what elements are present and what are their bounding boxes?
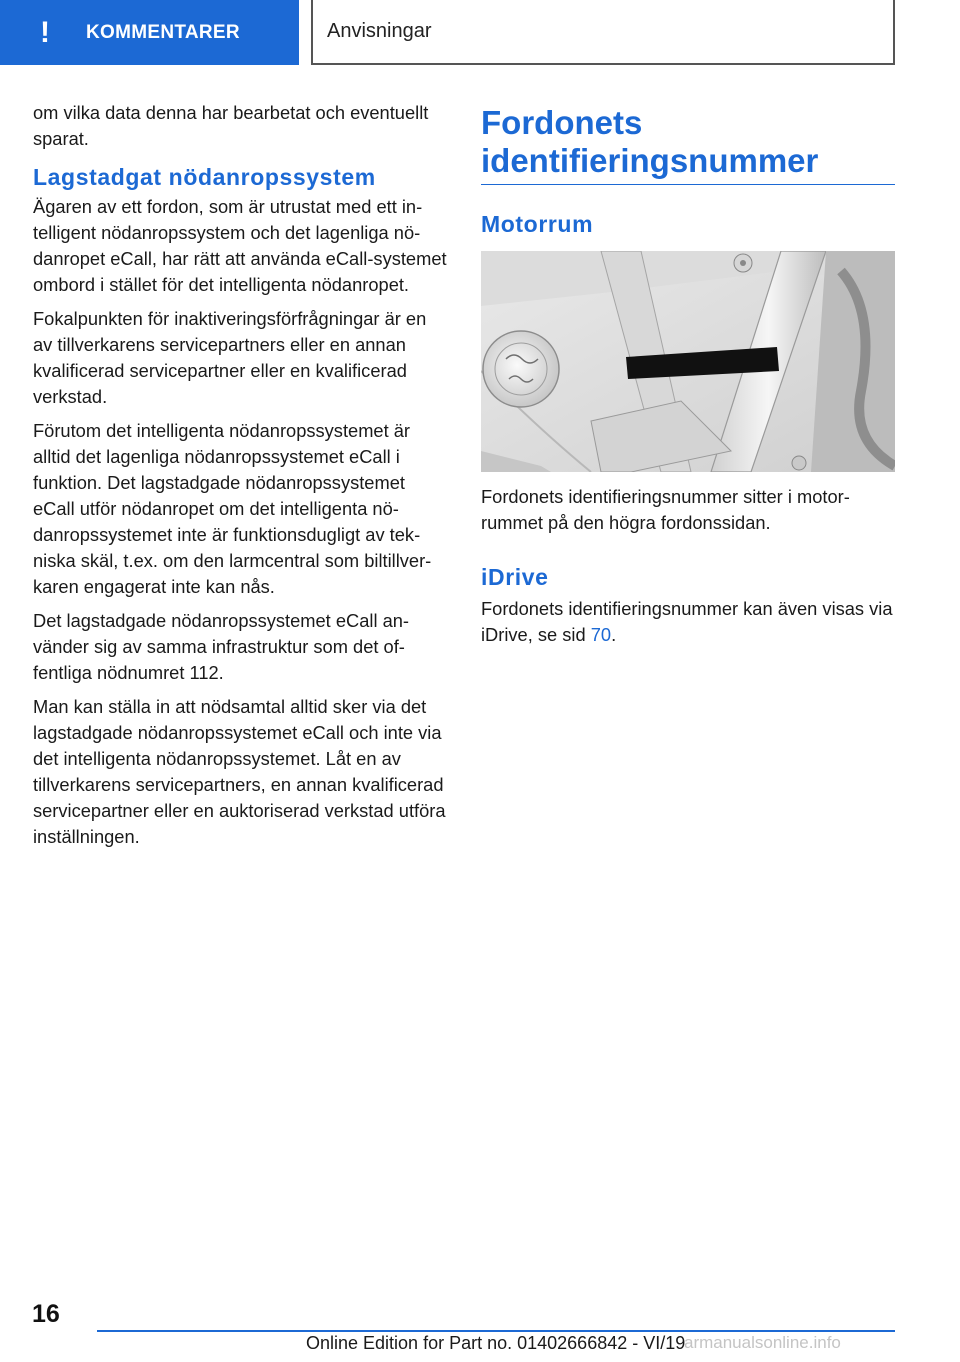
edition-footer: Online Edition for Part no. 01402666842 - VI/19 [306,1333,686,1353]
idrive-text: Fordonets identifieringsnummer kan även visas via iDrive, se sid [481,598,893,645]
paragraph-4: Det lagstadgade nödanropssystemet eCall använder sig av samma infrastruktur som det offentliga nödnumret 112. [33,610,410,683]
paragraph-3: Förutom det intelligenta nödanropssystemet är alltid det lagenliga nödanropssystemet eCall i funktion. Det lagstadgade nödanropssystemet eCall utför nödanropet om det intelligenta nödanropssystemet inte är funktionsdugligt av tekniska skäl, t.ex. om den larmcentral som biltillverkaren engagerat inte kan nås. [33,420,432,597]
engine-bay-heading: Motorrum [481,211,594,237]
right-column [481,104,895,656]
page-70-link[interactable]: 70 [590,624,612,645]
page-number: 16 [32,1300,60,1328]
left-column [33,100,448,858]
engine-bay-caption: Fordonets identifieringsnummer sitter i motorrummet på den högra fordonssidan. [481,486,850,533]
vin-title: Fordonets identifieringsnummer [481,104,895,185]
comment-tab[interactable] [0,0,299,65]
paragraph-5: Man kan ställa in att nödsamtal alltid sker via det lagstadgade nödanropssystemet eCall och inte via det intelligenta nödanropssystemet. Låt en av tillverkarens servicepartners, en annan kvalificerad servicepartner eller en auktoriserad verkstad utföra inställningen. [33,696,446,847]
notes-tab-label: Anvisningar [327,20,432,42]
paragraph-1: Ägaren av ett fordon, som är utrustat med ett intelligent nödanropssystem och det lagenliga nödanropet eCall, har rätt att använda eCall-systemet ombord i stället för det intelligenta nödanropet. [33,196,447,295]
notes-tab[interactable] [311,0,895,65]
footer-divider [97,1330,895,1332]
emergency-call-heading: Lagstadgat nödanropssystem [33,164,376,190]
idrive-heading: iDrive [481,564,549,590]
paragraph-2: Fokalpunkten för inaktiveringsförfrågningar är en av tillverkarens servicepartners eller en annan kvalificerad servicepartner eller en kvalificerad verkstad. [33,308,427,407]
comment-tab-label: KOMMENTARER [86,21,240,43]
idrive-paragraph [481,596,895,648]
engine-bay-photo [481,251,895,472]
idrive-text-end: . [611,624,617,645]
intro-paragraph: om vilka data denna har bearbetat och eventuellt sparat. [33,102,429,149]
exclamation-icon: ! [40,15,50,49]
watermark-text: armanualsonline.info [684,1333,841,1352]
